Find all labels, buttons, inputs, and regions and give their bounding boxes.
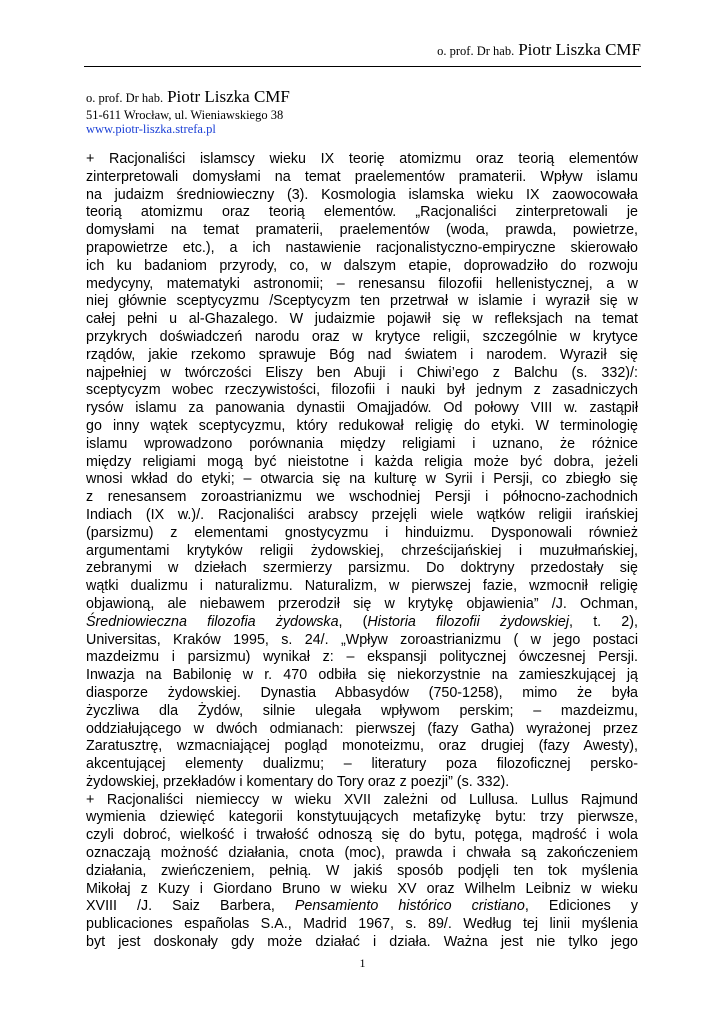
page-number: 1 bbox=[359, 956, 366, 970]
body-line: rysów islamu za panowania dynastii Omajjadów. Od połowy VIII w. zastąpił bbox=[86, 400, 638, 417]
body-line: Średniowieczna filozofia żydowska, (Historia filozofii żydowskiej, t. 2), bbox=[86, 613, 638, 630]
author-prefix: o. prof. Dr hab. bbox=[86, 91, 164, 105]
body-line: diasporze żydowskiej. Dynastia Abbasydów (750-1258), mimo że była bbox=[86, 684, 638, 701]
body-line: na judaizm średniowieczny (3). Kosmologia islamska wieku IX zaowocowała bbox=[86, 186, 638, 203]
body-line: domysłami na temat pramaterii, praelementów (woda, prawda, powietrze, bbox=[86, 222, 638, 239]
body-line: teorią atomizmu oraz teorią elementów. „Racjonaliści zinterpretowali je bbox=[86, 204, 638, 221]
body-line: sceptycyzm wobec rzeczywistości, filozofii i nauki był jednym z zasadniczych bbox=[86, 382, 638, 399]
header-author-name: Piotr Liszka CMF bbox=[518, 40, 641, 59]
body-line: publicaciones españolas S.A., Madrid 1967, s. 89/. Według tej linii myślenia bbox=[86, 916, 638, 933]
body-line: życzliwa dla Żydów, silnie ulegała wpływom perskim; – mazdeizmu, bbox=[86, 702, 638, 719]
author-address: 51-611 Wrocław, ul. Wieniawskiego 38 bbox=[86, 108, 284, 122]
body-line: między religiami mogą być nieistotne i każda religia może być dobra, jeżeli bbox=[86, 453, 638, 470]
body-line: prapowietrze etc.), a ich nastawienie racjonalistyczno-empiryczne skierowało bbox=[86, 239, 638, 256]
body-line: zinterpretowali domysłami na temat praelementów pramaterii. Wpływ islamu bbox=[86, 168, 638, 185]
body-line: Inwazja na Babilonię w r. 470 odbiła się niekorzystnie na zamieszkującej ją bbox=[86, 667, 638, 684]
body-line: z renesansem zoroastrianizmu we wschodniej Persji i północno-zachodnich bbox=[86, 489, 638, 506]
body-line: Zaratusztrę, wzmacniającej pogląd monoteizmu, oraz drugiej (fazy Awesty), bbox=[86, 738, 638, 755]
body-line: niej głównie sceptycyzmu /Sceptycyzm ten przetrwał w islamie i wyraził się w bbox=[86, 293, 638, 310]
body-line: byt jest doskonały gdy może działać i działa. Ważna jest nie tylko jego bbox=[86, 934, 638, 951]
body-line: czyli dobroć, wielkość i trwałość odnoszą się do bytu, potęga, mądrość i wola bbox=[86, 827, 638, 844]
body-line: działania, zwieńczeniem, pełnią. W jakiś sposób podjęli ten tok myślenia bbox=[86, 862, 638, 879]
body-line: najpełniej w twórczości Eliszy ben Abuji i Chiwi’ego z Balchu (s. 332)/: bbox=[86, 364, 638, 381]
body-line: argumentami krytyków religii żydowskiej, chrześcijańskiej i muzułmańskiej, bbox=[86, 542, 638, 559]
body-line: zebranymi w dziełach szermierzy parsizmu. Do doktryny przedostały się bbox=[86, 560, 638, 577]
body-line: mazdeizmu i parsizmu) wynikał z: – ekspansji politycznej ówczesnej Persji. bbox=[86, 649, 638, 666]
body-line: wnosi wkład do etyki; – otwarcia się na kulturę w Syrii i Persji, co zbiegło się bbox=[86, 471, 638, 488]
body-line: XVIII /J. Saiz Barbera, Pensamiento histórico cristiano, Ediciones y bbox=[86, 898, 638, 915]
body-line: przykrych doświadczeń narodu oraz w krytyce religii, szczególnie w krytyce bbox=[86, 328, 638, 345]
running-header bbox=[437, 40, 641, 60]
body-line: go inny wątek sceptycyzmu, który redukował religię do etyki. W terminologię bbox=[86, 417, 638, 434]
body-line: wątki dualizmu i naturalizmu. Naturalizm, w pierwszej fazie, wzmocnił religię bbox=[86, 578, 638, 595]
author-block bbox=[86, 87, 290, 136]
body-line: Universitas, Kraków 1995, s. 24/. „Wpływ zoroastrianizmu ( w jego postaci bbox=[86, 631, 638, 648]
author-website-link[interactable]: www.piotr-liszka.strefa.pl bbox=[86, 122, 216, 136]
body-line: oddziałującego w dwóch odmianach: pierwszej (fazy Gatha) wyrażonej przez bbox=[86, 720, 638, 737]
body-text bbox=[86, 151, 638, 952]
body-line: całej pełni u al-Ghazalego. W judaizmie pojawił się w refleksjach na temat bbox=[86, 311, 638, 328]
body-line: ich ku badaniom przyrody, co, w dalszym etapie, doprowadziło do rozwoju bbox=[86, 257, 638, 274]
header-prefix: o. prof. Dr hab. bbox=[437, 44, 515, 58]
body-line: żydowskiej, przekładów i komentary do Tory oraz z poezji” (s. 332). bbox=[86, 773, 510, 790]
body-line: rządów, jakie rzekomo sprawuje Bóg nad światem i narodem. Wyraził się bbox=[86, 346, 638, 363]
body-line: + Racjonaliści niemieccy w wieku XVII zależni od Lullusa. Lullus Rajmund bbox=[86, 791, 638, 808]
author-name: Piotr Liszka CMF bbox=[167, 87, 290, 106]
header-divider bbox=[84, 66, 641, 67]
body-line: Indiach (IX w.)/. Racjonaliści arabscy przejęli wiele wątków religii irańskiej bbox=[86, 506, 638, 523]
body-line: + Racjonaliści islamscy wieku IX teorię atomizmu oraz teorią elementów bbox=[86, 151, 638, 167]
body-line: wymienia dziewięć kategorii konstytuujących metafizykę bytu: trzy pierwsze, bbox=[86, 809, 638, 826]
body-line: objawioną, ale niebawem przerodził się w krytykę objawienia” /J. Ochman, bbox=[86, 595, 638, 612]
body-line: Mikołaj z Kuzy i Giordano Bruno w wieku XV oraz Wilhelm Leibniz w wieku bbox=[86, 880, 638, 897]
body-line: medycyny, matematyki astronomii; – renesansu filozofii hellenistycznej, a w bbox=[86, 275, 638, 292]
body-line: oznaczają możność działania, cnota (moc), prawda i chwała są zakończeniem bbox=[86, 845, 638, 862]
body-line: islamu wprowadzono porównania między religiami i uznano, że różnice bbox=[86, 435, 638, 452]
body-line: akcentującej elementy dualizmu; – literatury poza filozoficznej persko- bbox=[86, 756, 638, 773]
body-line: (parsizmu) z elementami gnostycyzmu i hinduizmu. Dysponowali również bbox=[86, 524, 638, 541]
